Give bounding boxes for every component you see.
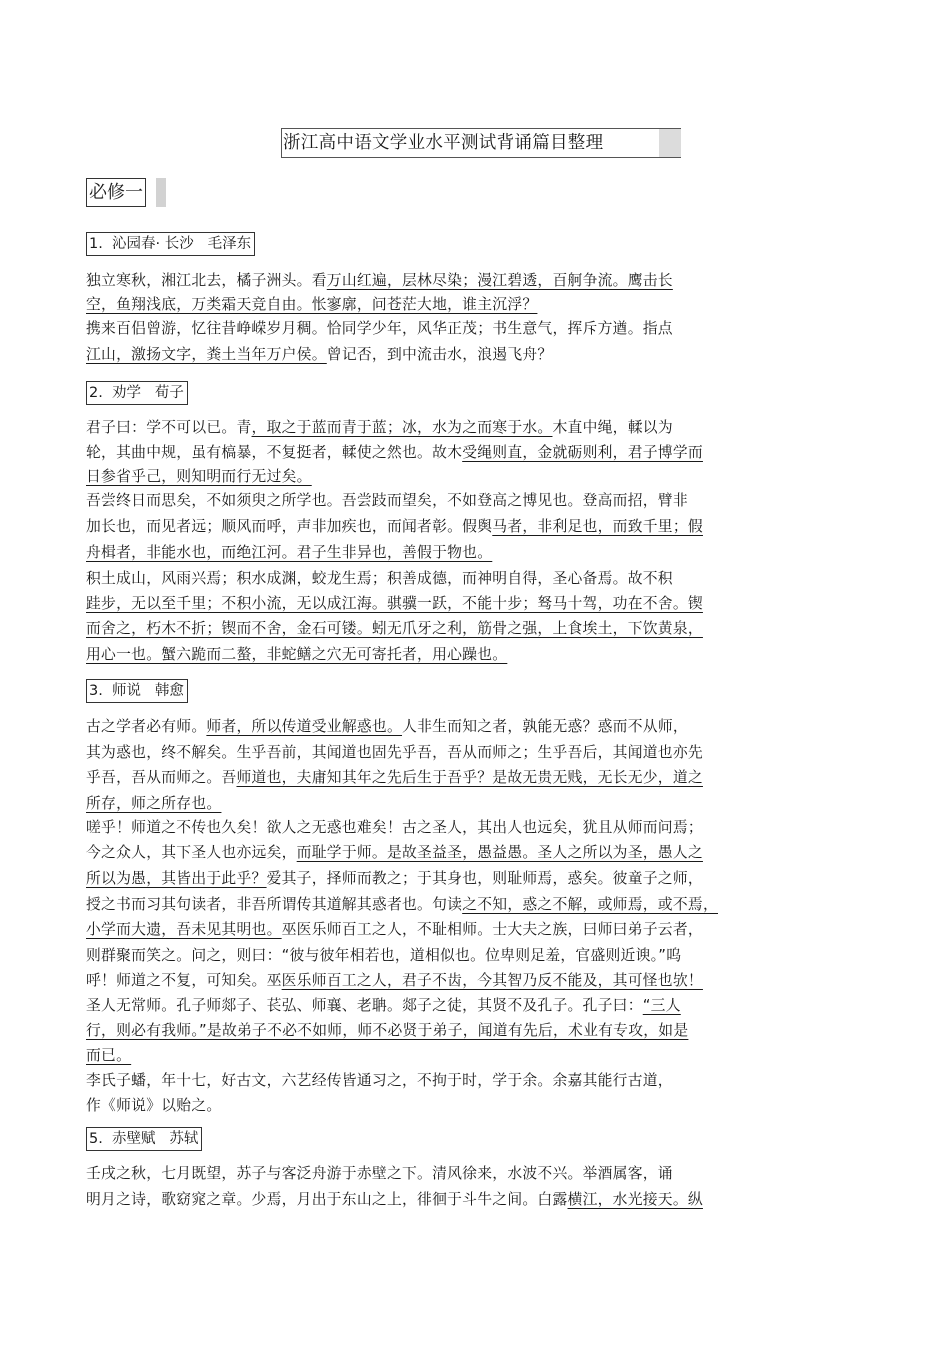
underlined-recitation-text: 而已。 (86, 1047, 132, 1064)
text-line (86, 542, 874, 564)
text-line (86, 767, 874, 789)
text-line (86, 442, 874, 464)
text-line (86, 1163, 874, 1185)
text-segment: 壬戌之秋，七月既望，苏子与客泛舟游于赤壁之下。清风徐来，水波不兴。举酒属客，诵 (86, 1165, 673, 1182)
text-line (86, 568, 874, 590)
text-segment: 君子曰：学不可以已。青 (86, 419, 252, 436)
underlined-recitation-text: 受绳则直，金就砺则利，君子博学而 (462, 444, 703, 461)
text-line (86, 466, 874, 488)
underlined-recitation-text: 小学而大遗，吾未见其明也。 (86, 921, 282, 938)
underlined-recitation-text: 江山，激扬文字，粪土当年万户侯。 (86, 346, 327, 363)
underlined-recitation-text: 用心一也。蟹六跪而二螯，非蛇鳝之穴无可寄托者，用心躁也。 (86, 646, 508, 663)
underlined-recitation-text: 跬步，无以至千里；不积小流，无以成江海。骐骥一跃，不能十步；驽马十驾，功在不舍。锲 (86, 595, 703, 612)
section-heading: 1. 沁园春· 长沙 毛泽东 (86, 232, 255, 256)
underlined-recitation-text: 马者，非利足也，而致千里；假 (492, 518, 703, 535)
text-segment: 木直中绳，輮以为 (552, 419, 673, 436)
underlined-recitation-text: 而舍之，朽木不折；锲而不舍，金石可镂。蚓无爪牙之利，筋骨之强，上食埃土，下饮黄泉， (86, 620, 703, 637)
text-line (86, 742, 874, 764)
volume-label: 必修一 (86, 178, 146, 207)
text-segment: 独立寒秋，湘江北去，橘子洲头。看 (86, 272, 327, 289)
document-title: 浙江高中语文学业水平测试背诵篇目整理 (281, 128, 681, 158)
text-line (86, 516, 874, 538)
text-line (86, 294, 874, 316)
text-line (86, 593, 874, 615)
underlined-recitation-text: “三人 (642, 997, 681, 1014)
text-segment: 其为惑也，终不解矣。生乎吾前，其闻道也固先乎吾，吾从而师之；生乎吾后，其闻道也亦先 (86, 744, 703, 761)
text-line (86, 793, 874, 815)
underlined-recitation-text: 横江，水光接天。纵 (567, 1191, 703, 1208)
volume-label-box (86, 178, 166, 207)
text-segment: 嗟乎！师道之不传也久矣！欲人之无惑也难矣！古之圣人，其出人也远矣，犹且从师而问焉； (86, 819, 703, 836)
underlined-recitation-text: 师者，所以传道受业解惑也。 (206, 718, 403, 735)
text-segment: 今之众人，其下圣人也亦远矣， (86, 844, 297, 861)
text-line (86, 868, 874, 890)
text-line (86, 618, 874, 640)
underlined-recitation-text: 所以为愚，其皆出于此乎？ (86, 870, 267, 887)
section-heading: 3. 师说 韩愈 (86, 679, 188, 703)
text-segment: 吾尝终日而思矣，不如须臾之所学也。吾尝跂而望矣，不如登高之博见也。登高而招，臂非 (86, 492, 688, 509)
text-line (86, 919, 874, 941)
underlined-recitation-text: 而耻学于师。是故圣益圣，愚益愚。圣人之所以为圣，愚人之 (296, 844, 703, 861)
underlined-recitation-text: 空，鱼翔浅底，万类霜天竞自由。怅寥廓，问苍茫大地，谁主沉浮？ (86, 296, 538, 313)
text-line (86, 945, 874, 967)
section-heading: 5. 赤壁赋 苏轼 (86, 1127, 202, 1151)
text-segment: 爱其子，择师而教之；于其身也，则耻师焉，惑矣。彼童子之师， (266, 870, 703, 887)
text-segment: 携来百侣曾游，忆往昔峥嵘岁月稠。恰同学少年，风华正茂；书生意气，挥斥方遒。指点 (86, 320, 673, 337)
underlined-recitation-text: 师道也，夫庸知其年之先后生于吾乎？是故无贵无贱，无长无少，道之 (236, 769, 703, 786)
text-segment: 授之书而习其句读者，非吾所谓传其道解其惑者也。句读 (86, 896, 463, 913)
text-line (86, 894, 874, 916)
underlined-recitation-text: 所存，师之所存也。 (86, 795, 222, 812)
text-segment: 明月之诗，歌窈窕之章。少焉，月出于东山之上，徘徊于斗牛之间。白露 (86, 1191, 568, 1208)
underlined-recitation-text: 医乐师百工之人，君子不齿，今其智乃反不能及，其可怪也欤！ (281, 972, 703, 989)
text-line (86, 318, 874, 340)
text-segment: 呼！师道之不复，可知矣。巫 (86, 972, 282, 989)
text-segment: 圣人无常师。孔子师郯子、苌弘、师襄、老聃。郯子之徒，其贤不及孔子。孔子曰： (86, 997, 643, 1014)
underlined-recitation-text: 行，则必有我师。”是故弟子不必不如师，师不必贤于弟子，闻道有先后，术业有专攻，如是 (86, 1022, 689, 1039)
text-line (86, 344, 874, 366)
text-line (86, 1020, 874, 1042)
text-segment: 乎吾，吾从而师之。吾 (86, 769, 237, 786)
text-segment: 轮，其曲中规，虽有槁暴，不复挺者，輮使之然也。故木 (86, 444, 463, 461)
text-line (86, 842, 874, 864)
underlined-recitation-text: 日参省乎己，则知明而行无过矣。 (86, 468, 312, 485)
text-segment: 人非生而知之者，孰能无惑？惑而不从师， (402, 718, 688, 735)
text-line (86, 1095, 874, 1117)
section-heading: 2. 劝学 荀子 (86, 381, 188, 405)
underlined-recitation-text: ，取之于蓝而青于蓝；冰，水为之而寒于水。 (251, 419, 553, 436)
text-segment: 古之学者必有师。 (86, 718, 207, 735)
text-segment: 李氏子蟠，年十七，好古文，六艺经传皆通习之，不拘于时，学于余。余嘉其能行古道， (86, 1072, 673, 1089)
text-line (86, 270, 874, 292)
text-line (86, 417, 874, 439)
text-line (86, 995, 874, 1017)
text-line (86, 970, 874, 992)
volume-label-shade (156, 178, 166, 207)
text-segment: 加长也，而见者远；顺风而呼，声非加疾也，而闻者彰。假舆 (86, 518, 493, 535)
text-line (86, 716, 874, 738)
underlined-recitation-text: 万山红遍，层林尽染；漫江碧透，百舸争流。鹰击长 (326, 272, 673, 289)
text-segment: 则群聚而笑之。问之，则曰：“彼与彼年相若也，道相似也。位卑则足羞，官盛则近谀。”呜 (86, 947, 682, 964)
text-line (86, 817, 874, 839)
text-line (86, 1045, 874, 1067)
text-segment: 作《师说》以贻之。 (86, 1097, 222, 1114)
text-line (86, 490, 874, 512)
text-line (86, 644, 874, 666)
text-segment: 曾记否，到中流击水，浪遏飞舟？ (326, 346, 553, 363)
underlined-recitation-text: 之不知，惑之不解，或师焉，或不焉， (462, 896, 718, 913)
text-segment: 积土成山，风雨兴焉；积水成渊，蛟龙生焉；积善成德，而神明自得，圣心备焉。故不积 (86, 570, 673, 587)
underlined-recitation-text: 舟楫者，非能水也，而绝江河。君子生非异也，善假于物也。 (86, 544, 493, 561)
text-segment: 巫医乐师百工之人，不耻相师。士大夫之族，曰师曰弟子云者， (281, 921, 703, 938)
text-line (86, 1070, 874, 1092)
text-line (86, 1189, 874, 1211)
